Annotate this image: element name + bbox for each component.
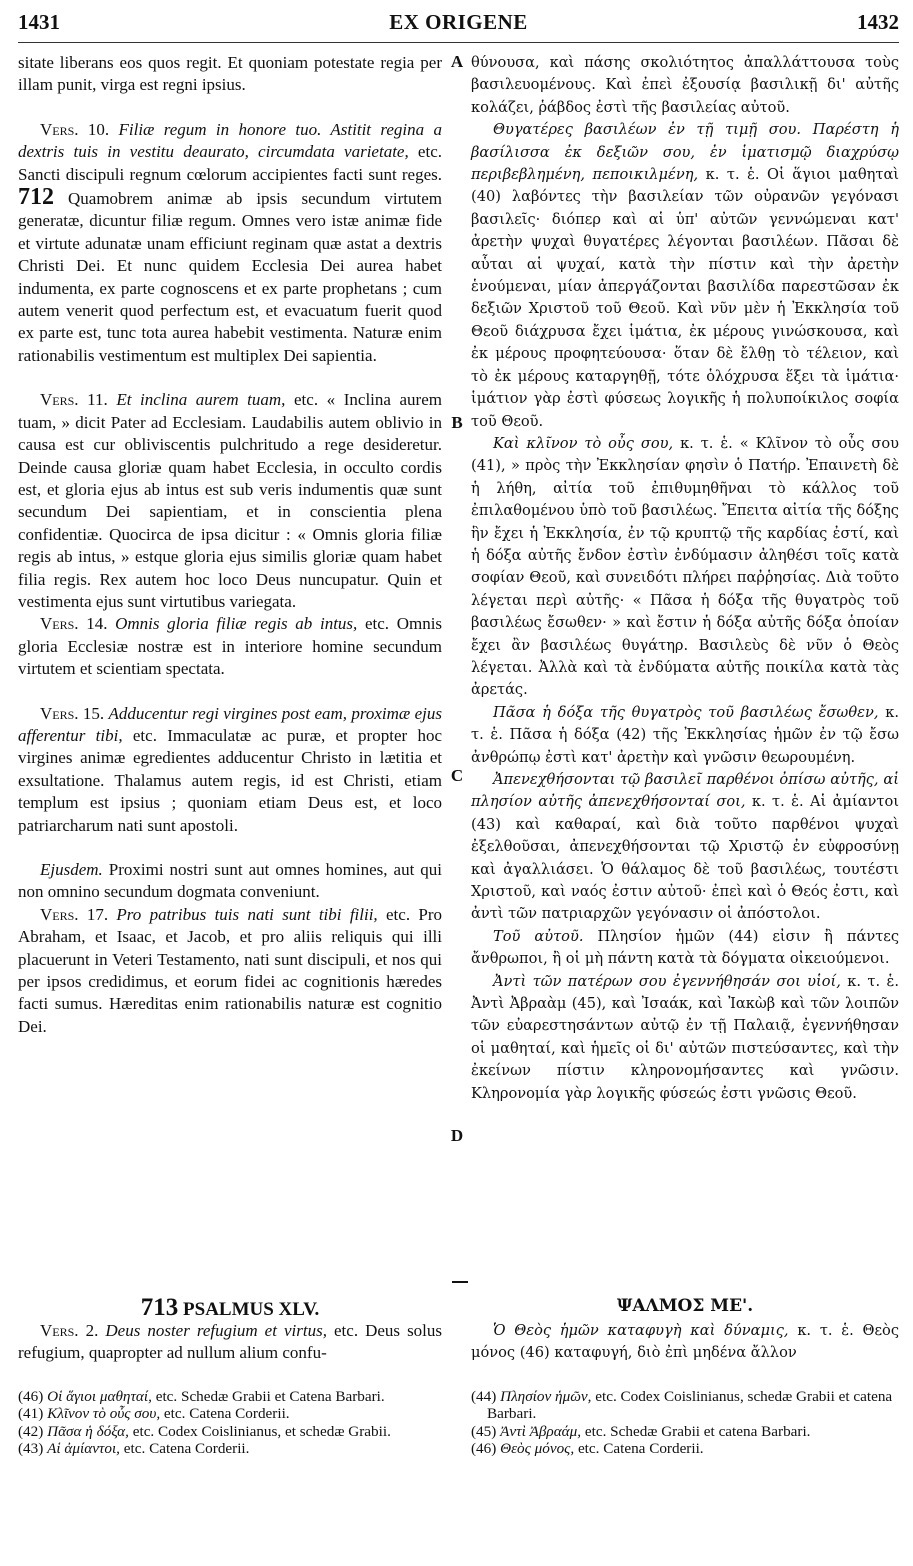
footnotes-left (18, 1388, 442, 1458)
footnote: (45) Ἀντὶ Ἀβραάμ, etc. Schedæ Grabii et catena Barbari. (471, 1422, 811, 1440)
greek-paragraph: Πᾶσα ἡ δόξα τῆς θυγατρὸς τοῦ βασιλέως ἔσωθεν, κ. τ. ἑ. Πᾶσα ἡ δόξα (42) τῆς Ἐκκλησίας ἡμῶν ἐν τῷ ἔσω ἀνθρώπῳ ἐστὶ κατ' ἀρετὴν καὶ γνῶσιν θεωρουμένη. (471, 703, 899, 766)
margin-letter-b: B (451, 413, 463, 432)
latin-paragraph: sitate liberans eos quos regit. Et quoniam potestate regia per illam punit, virga est regni ipsius. (18, 53, 442, 95)
latin-paragraph: Vers. 10. Filiæ regum in honore tuo. Astitit regina a dextris tuis in vestitu deaurato, circumdata varietate, etc. Sancti discipuli regnum cœlorum accipientes facti sunt reges. 712 Quamobrem animæ ab ipsis secundum virtutem generatæ, dicuntur filiæ regum. Omnes vero istæ animæ fide et virtute adunatæ unam efficiunt reginam quæ astat a dextris Christi Dei. Et nunc quidem Ecclesia Dei aurea habet indumenta, ex parte cognoscens et ex parte prophetans ; cum autem venerit quod perfectum est, et evacuatum fuerit quod ex parte est, tunc tota aurea habebit vestimenta. Naturæ enim rationabilis vestimentum est multiplex Dei sapientia. (18, 119, 443, 365)
section-divider (452, 1281, 468, 1283)
latin-column (18, 52, 442, 1038)
column-number: 713 (140, 1294, 179, 1321)
column-number: 712 (18, 184, 54, 211)
footnote: (44) Πλησίον ἡμῶν, etc. Codex Coislinianus, schedæ Grabii et catena Barbari. (471, 1388, 893, 1423)
right-page-number: 1432 (857, 10, 899, 34)
greek-paragraph: Τοῦ αὐτοῦ. Πλησίον ἡμῶν (44) εἰσιν ἢ πάντες ἄνθρωποι, ἢ οἱ μὴ πάντη κατὰ τὰ δόγματα οἰκειούμενοι. (471, 927, 899, 968)
greek-column (471, 52, 899, 1105)
footnote: (43) Αἱ ἀμίαντοι, etc. Catena Corderii. (18, 1440, 250, 1458)
greek-paragraph: Καὶ κλῖνον τὸ οὖς σου, κ. τ. ἑ. « Κλῖνον τὸ οὖς σου (41), » πρὸς τὴν Ἐκκλησίαν φησὶν ὁ Πατήρ. Ἐπαινετὴ δὲ ἡ λήθη, αἰτία τοῦ ἐπιθυμηθῆναι τὸ κάλλος τοῦ ἐπιλαθομένου ὑπὸ τοῦ βασιλέως. Ἔπειτα αἰτία τῆς δόξης ἣν ἔχει ἡ Ἐκκλησία, ἐν τῷ κρυπτῷ τῆς καρδίας ἐστί, καὶ ἡ δόξα αὐτῆς ἔνδον ἐστὶν ἐνδύμασιν ἀληθέσι τοῖς κατὰ σοφίαν Θεοῦ, καὶ συνειδότι πλήρει παῤῥησίας. Διὰ τοῦτο λέγεται περὶ αὐτῆς· « Πᾶσα ἡ δόξα τῆς θυγατρὸς τοῦ βασιλέως ἔσωθεν· » καὶ ἔστιν ἡ δόξα αὐτῆς δόξα ὁποίαν ἔχει ἂν βασιλέως θυγάτηρ. Βασιλεὺς δὲ νῦν ὁ Θεὸς λέγεται. Ἀλλὰ καὶ τὰ ἐνδύματα αὐτῆς ποικίλα κατὰ τὰς ἀρετάς. (471, 434, 900, 699)
footnote: (41) Κλῖνον τὸ οὖς σου, etc. Catena Corderii. (18, 1405, 290, 1423)
psalm-heading-latin: 713 PSALMUS XLV. (140, 1294, 320, 1321)
latin-paragraph: Vers. 17. Pro patribus tuis nati sunt tibi filii, etc. Pro Abraham, et Isaac, et Jacob, et pro aliis reliquis qui illi placuerunt in Veteri Testamento, nati sunt discipuli, et nos qui per ipsos credidimus, et eorum fidei ac cognitionis hæredes facti sumus. Hæreditas enim rationabilis naturæ est cognitio Dei. (18, 904, 442, 1036)
footnotes-right (471, 1388, 899, 1458)
latin-paragraph: Ejusdem. Proximi nostri sunt aut omnes homines, aut qui non omnino secundum dogmata conveniunt. (18, 860, 442, 902)
latin-paragraph: Vers. 14. Omnis gloria filiæ regis ab intus, etc. Omnis gloria Ecclesiæ nostræ est in interiore homine secundum virtutem et scientiam spectata. (18, 614, 443, 679)
greek-paragraph: θύνουσα, καὶ πάσης σκολιότητος ἀπαλλάττουσα τοὺς βασιλευομένους. Καὶ ἐπεὶ ἐξουσίᾳ βασιλικῇ δι' αὐτῆς κολάζει, ῥάβδος ἐστὶ τῆς βασιλείας αὐτοῦ. (471, 54, 899, 116)
psalm-heading-greek: ΨΑΛΜΟΣ ΜΕ'. (616, 1296, 754, 1316)
footnote: (42) Πᾶσα ἡ δόξα, etc. Codex Coislinianus, et schedæ Grabii. (18, 1422, 391, 1440)
left-page-number: 1431 (18, 10, 60, 34)
greek-paragraph: Ἀπενεχθήσονται τῷ βασιλεῖ παρθένοι ὀπίσω αὐτῆς, αἱ πλησίον αὐτῆς ἀπενεχθήσονταί σοι, κ. τ. ἑ. Αἱ ἀμίαντοι (43) καὶ καθαραί, καὶ διὰ τοῦτο παρθένοι ψυχαὶ ἐξελθοῦσαι, ἀπενεχθήσονται τῷ Χριστῷ ἐν εὐφροσύνῃ καὶ ἀγαλλιάσει. Ὁ θάλαμος δὲ τοῦ βασιλέως, τουτέστι Χριστοῦ, καὶ ναός ἐστιν αὐτοῦ· ἐπεὶ καὶ ὁ Θεός ἐστι, καὶ ἀντὶ τῶν πατριαρχῶν γεγόνασιν οἱ ἀπόστολοι. (471, 771, 899, 923)
latin-psalm-text (18, 1320, 442, 1365)
margin-letter-d: D (450, 1126, 464, 1145)
greek-paragraph: Ἀντὶ τῶν πατέρων σου ἐγεννήθησάν σοι υἱοί, κ. τ. ἑ. Ἀντὶ Ἀβραὰμ (45), καὶ Ἰσαάκ, καὶ Ἰακὼβ καὶ τῶν λοιπῶν τῶν εὐαρεστησάντων αὐτῷ ἐν τῇ Παλαιᾷ, ἐγεννήθησαν οἱ μαθηταί, καὶ ἡμεῖς οἱ δι' αὐτῶν πιστεύσαντες, καὶ τὴν ἐκείνων πίστιν κληρονομήσαντες καὶ γνῶσιν. Κληρονομία γὰρ λογικῆς φύσεώς ἐστι γνῶσις Θεοῦ. (471, 972, 899, 1102)
greek-paragraph: Θυγατέρες βασιλέων ἐν τῇ τιμῇ σου. Παρέστη ἡ βασίλισσα ἐκ δεξιῶν σου, ἐν ἱματισμῷ διαχρύσῳ περιβεβλημένη, πεποικιλμένη, κ. τ. ἑ. Οἱ ἅγιοι μαθηταὶ (40) λαβόντες τὴν βασιλείαν τῶν οὐρανῶν γεγόνασι βασιλεῖς· διόπερ καὶ αἱ ὑπ' αὐτῶν γεννώμεναι κατ' ἀρετὴν ψυχαὶ θυγατέρες λέγονται βασιλέων. Πᾶσαι δὲ αὗται αἱ ψυχαί, κατὰ τὴν πίστιν καὶ τὴν ἀρετὴν ἑνούμεναι, μίαν ἀπεργάζονται βασιλίδα παρεστῶσαν ἐκ δεξιῶν Χριστοῦ τοῦ Θεοῦ. Καὶ νῦν μὲν ἡ Ἐκκλησία τοῦ Θεοῦ διάχρυσα ἔχει ἱμάτια, ἐκ μέρους γινώσκουσα, καὶ ἐκ μέρους προφητεύουσα· ὅταν δὲ ἔλθῃ τὸ τέλειον, καὶ τὸ ἐκ μέρους καταργηθῇ, τότε ὁλόχρυσα ἕξει τὰ ἱμάτια· ἱμάτιον γὰρ ἐστὶ φύσεως λογικῆς ἡ πολυποίκιλος σοφία τοῦ Θεοῦ. (471, 121, 900, 430)
running-title: EX ORIGENE (389, 10, 528, 34)
footnote: (46) Οἱ ἅγιοι μαθηταί, etc. Schedæ Grabii et Catena Barbari. (18, 1388, 385, 1405)
latin-paragraph: Vers. 15. Adducentur regi virgines post eam, proximæ ejus afferentur tibi, etc. Immaculatæ ac puræ, et propter hoc virgines animæ egredientes adducentur Christo in lætitia et exsultatione. Thalamus autem regis, id est Christi, etiam templum est ipsius ; quoniam etiam Deus est, et loco patriarcharum nati sunt apostoli. (18, 703, 442, 835)
latin-paragraph: Vers. 11. Et inclina aurem tuam, etc. « Inclina aurem tuam, » dicit Pater ad Ecclesiam. Laudabilis autem oblivio in causa est cur obliviscentis pulchritudo a rege desideretur. Deinde causa gloriæ quam habet Ecclesia, in occulto cordis est, et gloria ejus ab intus est sub veris indumentis quæ sunt secundum Dei sapientiam, et in conscientia plena confidentiæ. Quocirca de ipsa dicitur : « Omnis gloria filiæ regis ab intus, » estque gloria ejus similis gloriæ quam habet filia regis. Rex autem hoc loco Deus nuncupatur. Quin et vestimenta ejus sunt virtutibus variegata. (18, 390, 442, 611)
footnote: (46) Θεὸς μόνος, etc. Catena Corderii. (471, 1440, 704, 1458)
greek-paragraph: Ὁ Θεὸς ἡμῶν καταφυγὴ καὶ δύναμις, κ. τ. ἑ. Θεὸς μόνος (46) καταφυγή, διὸ ἐπὶ μηδένα ἄλλον (471, 1322, 900, 1362)
running-header (18, 10, 899, 40)
header-rule (18, 42, 899, 43)
greek-psalm-text (471, 1320, 899, 1365)
latin-paragraph: Vers. 2. Deus noster refugium et virtus, etc. Deus solus refugium, quapropter ad nullum alium confu- (18, 1321, 443, 1363)
margin-letter-c: C (450, 766, 464, 785)
margin-letter-a: A (450, 52, 464, 71)
